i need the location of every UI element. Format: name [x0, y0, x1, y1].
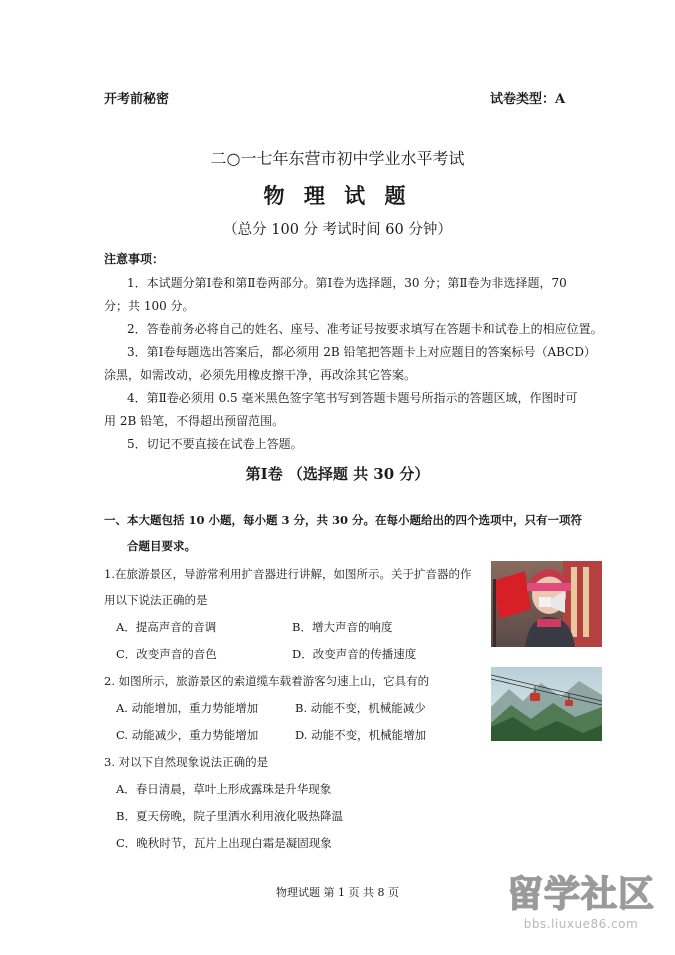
- note-item-1-cont: 分；共 100 分。: [104, 299, 195, 313]
- note-item-3-cont: 涂黑，如需改动，必须先用橡皮擦干净，再改涂其它答案。: [104, 368, 417, 382]
- question-1-option-d: D．改变声音的传播速度: [292, 647, 417, 661]
- subject-title: 物 理 试 题: [263, 183, 412, 208]
- question-3-option-b: B．夏天傍晚，院子里洒水利用液化吸热降温: [116, 809, 343, 823]
- confidential-label: 开考前秘密: [104, 92, 170, 107]
- section-instructions-cont: 合题目要求。: [127, 539, 196, 553]
- note-item-3: 3．第Ⅰ卷每题选出答案后，都必须用 2B 铅笔把答题卡上对应题目的答案标号（ABCD）: [127, 345, 596, 359]
- note-item-4: 4．第Ⅱ卷必须用 0.5 毫米黑色签字笔书写到答题卡题号所指示的答题区域，作图时可: [127, 391, 578, 405]
- section-title: 第Ⅰ卷 （选择题 共 30 分）: [245, 465, 430, 483]
- note-item-4-cont: 用 2B 铅笔，不得超出预留范围。: [104, 414, 285, 428]
- tour-guide-photo: [491, 561, 602, 647]
- question-1-stem-cont: 用以下说法正确的是: [104, 593, 208, 607]
- page-footer: 物理试题 第 1 页 共 8 页: [276, 886, 399, 899]
- note-item-5: 5．切记不要直接在试卷上答题。: [127, 437, 303, 451]
- watermark-logo-text: 留学社区: [506, 874, 655, 915]
- watermark-url: bbs.liuxue86.com: [523, 917, 639, 931]
- question-1-option-b: B．增大声音的响度: [292, 620, 393, 634]
- question-2-option-b: B. 动能不变，机械能减少: [295, 701, 426, 715]
- question-1-option-c: C．改变声音的音色: [116, 647, 217, 661]
- question-2-option-c: C. 动能减少，重力势能增加: [116, 728, 259, 742]
- section-instructions: 一、本大题包括 10 小题，每小题 3 分，共 30 分。在每小题给出的四个选项中，只有一项符: [104, 513, 583, 527]
- question-3-stem: 3. 对以下自然现象说法正确的是: [104, 755, 269, 769]
- question-3-option-a: A．春日清晨，草叶上形成露珠是升华现象: [116, 782, 332, 796]
- question-3-option-c: C．晚秋时节，瓦片上出现白霜是凝固现象: [116, 836, 332, 850]
- exam-title: 二○一七年东营市初中学业水平考试: [210, 149, 465, 168]
- paper-type-label: 试卷类型：A: [490, 92, 566, 107]
- question-2-option-a: A. 动能增加，重力势能增加: [116, 701, 259, 715]
- score-time-line: （总分 100 分 考试时间 60 分钟）: [223, 222, 452, 238]
- cable-car-photo: [491, 667, 602, 741]
- site-watermark: [501, 875, 661, 937]
- notes-heading: 注意事项：: [104, 252, 165, 266]
- question-1-option-a: A．提高声音的音调: [116, 620, 217, 634]
- note-item-2: 2．答卷前务必将自己的姓名、座号、准考证号按要求填写在答题卡和试卷上的相应位置。: [127, 322, 603, 336]
- question-2-stem: 2. 如图所示，旅游景区的索道缆车载着游客匀速上山，它具有的: [104, 674, 430, 688]
- question-2-option-d: D. 动能不变，机械能增加: [295, 728, 427, 742]
- question-1-stem: 1.在旅游景区，导游常利用扩音器进行讲解，如图所示。关于扩音器的作: [104, 567, 472, 581]
- note-item-1: 1．本试题分第Ⅰ卷和第Ⅱ卷两部分。第Ⅰ卷为选择题，30 分；第Ⅱ卷为非选择题，70: [127, 276, 567, 290]
